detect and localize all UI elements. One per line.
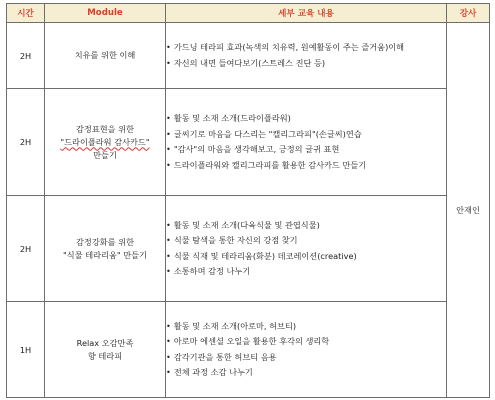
detail-item: • 활동 및 소재 소개(드라이플라워) bbox=[166, 111, 446, 127]
table-row bbox=[7, 23, 490, 89]
module-line: 만들기 bbox=[93, 149, 117, 160]
detail-item: • 활동 및 소재 소개(아로마, 허브티) bbox=[166, 319, 446, 335]
table-row bbox=[7, 89, 490, 196]
header-time: 시간 bbox=[7, 4, 45, 23]
time-cell: 2H bbox=[7, 89, 45, 196]
detail-cell bbox=[166, 302, 447, 398]
header-module: Module bbox=[45, 4, 166, 23]
module-line: "드라이플라워 감사카드" bbox=[60, 136, 150, 147]
detail-cell bbox=[166, 23, 447, 89]
header-row bbox=[7, 4, 490, 23]
detail-item: • 활동 및 소재 소개(다육식물 및 관엽식물) bbox=[166, 218, 446, 234]
time-cell: 2H bbox=[7, 23, 45, 89]
detail-item: • 드라이플라워와 캘리그라피를 활용한 감사카드 만들기 bbox=[166, 158, 446, 174]
detail-item: • 글씨기로 마음을 다스리는 "캘리그라피"(손글씨)연습 bbox=[166, 127, 446, 143]
module-line: 치유를 위한 이해 bbox=[74, 50, 136, 60]
detail-cell bbox=[166, 196, 447, 302]
detail-item: • 식물 식재 및 테라리움(화분) 데코레이션(creative) bbox=[166, 249, 446, 265]
module-cell bbox=[45, 196, 166, 302]
module-cell bbox=[45, 302, 166, 398]
module-line: 향 테라피 bbox=[87, 350, 123, 361]
detail-item: • 식물 탐색을 통한 자신의 강점 찾기 bbox=[166, 233, 446, 249]
header-instructor: 강사 bbox=[447, 4, 490, 23]
module-cell bbox=[45, 89, 166, 196]
curriculum-table bbox=[6, 3, 490, 398]
table-row bbox=[7, 302, 490, 398]
time-cell: 1H bbox=[7, 302, 45, 398]
detail-item: • 자신의 내면 들여다보기(스트레스 진단 등) bbox=[166, 56, 446, 72]
detail-item: • 가드닝 테라피 효과(녹색의 치유력, 원예활동이 주는 즐거움)이해 bbox=[166, 40, 446, 56]
detail-item: • 감각기관을 통한 허브티 음용 bbox=[166, 350, 446, 366]
header-detail: 세부 교육 내용 bbox=[166, 4, 447, 23]
detail-item: • 전체 과정 소감 나누기 bbox=[166, 365, 446, 381]
module-cell bbox=[45, 23, 166, 89]
detail-cell bbox=[166, 89, 447, 196]
detail-item: • 아로마 에센셜 오일을 활용한 후각의 생리학 bbox=[166, 334, 446, 350]
table-row bbox=[7, 196, 490, 302]
time-cell: 2H bbox=[7, 196, 45, 302]
module-line: 감정강화를 위한 bbox=[76, 236, 134, 247]
module-line: 감정표현을 위한 bbox=[76, 123, 134, 134]
detail-item: • "감사"의 마음을 생각해보고, 긍정의 글귀 표현 bbox=[166, 142, 446, 158]
instructor-cell: 안재인 bbox=[447, 23, 490, 398]
module-line: Relax 오감만족 bbox=[76, 337, 134, 348]
detail-item: • 소통하며 감정 나누기 bbox=[166, 264, 446, 280]
module-line: "식물 테라리움" 만들기 bbox=[63, 249, 147, 260]
